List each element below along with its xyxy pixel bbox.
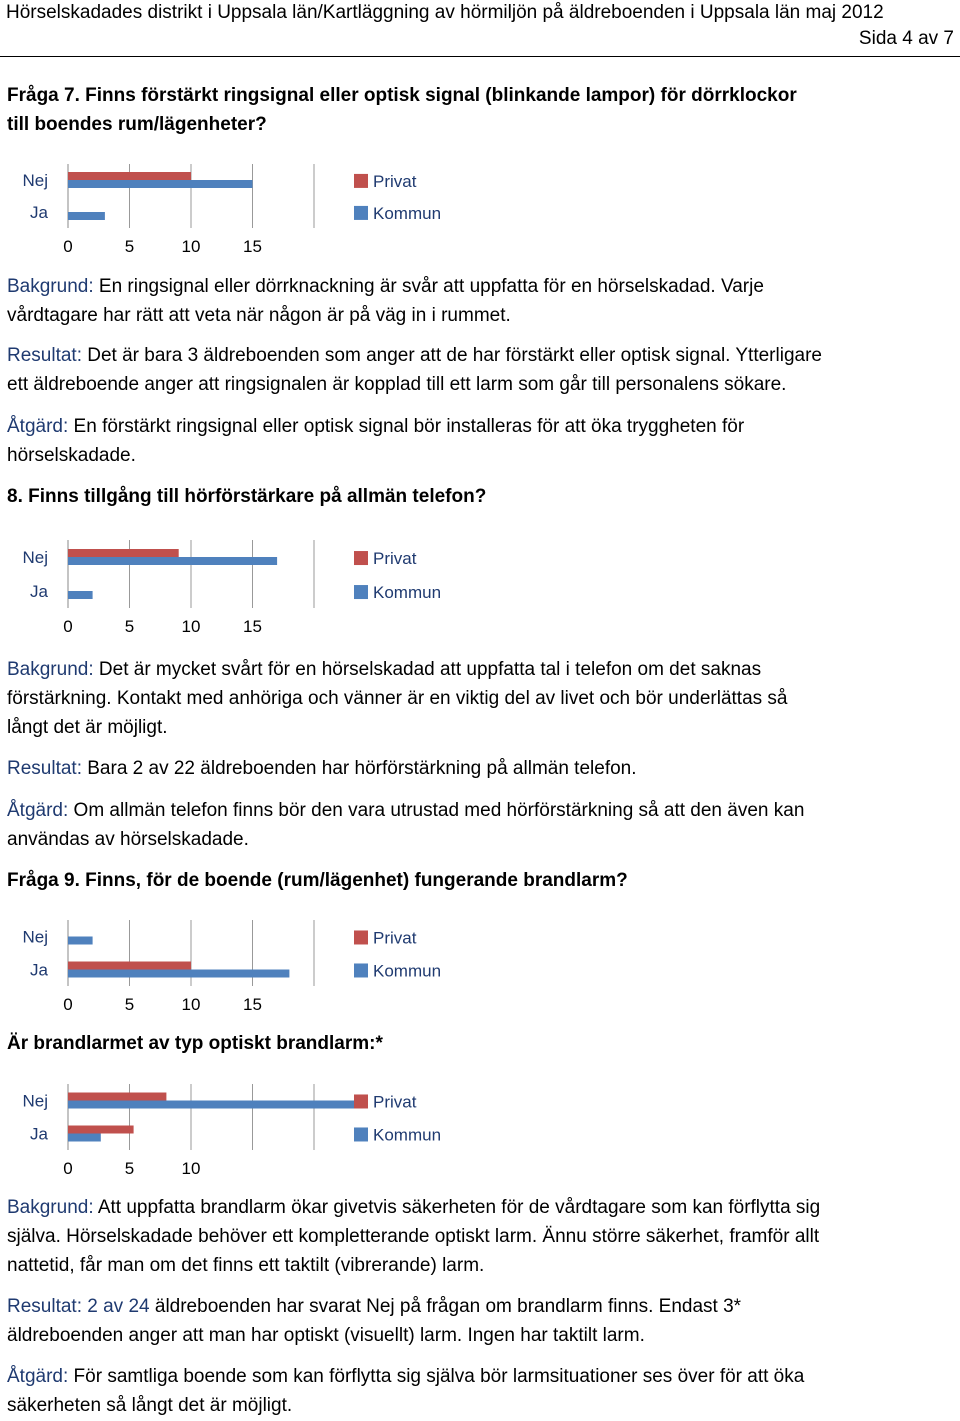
bar-privat: [68, 962, 191, 970]
chart-svg: [0, 1080, 460, 1182]
chart-svg: [0, 916, 460, 1018]
bar-kommun: [68, 557, 277, 565]
x-tick-label: 5: [124, 995, 135, 1014]
legend-label: Privat: [373, 1092, 417, 1112]
legend-label: Privat: [373, 549, 417, 569]
bar-privat: [68, 549, 179, 557]
q7-resultat: Resultat: Det är bara 3 äldreboenden som anger att de har förstärkt eller optisk signal. Ytterligare ett äldreboende anger att ringsignalen är kopplad till ett larm som går till personalens sökare.: [7, 345, 822, 395]
chart-q7: [0, 160, 460, 260]
bar-privat: [68, 172, 191, 180]
q7-atgard: Åtgärd: En förstärkt ringsignal eller optisk signal bör installeras för att öka tryggheten för hörselskadade.: [7, 416, 745, 466]
legend-swatch-privat: [354, 930, 368, 944]
resultat-label: Resultat:: [7, 345, 82, 366]
x-tick-label: 0: [63, 617, 73, 636]
bar-privat: [68, 1093, 166, 1101]
q8-title: 8. Finns tillgång till hörförstärkare på allmän telefon?: [7, 486, 487, 507]
atgard-label: Åtgärd:: [7, 800, 69, 821]
page-number: Sida 4 av 7: [858, 28, 954, 49]
bar-privat: [68, 1126, 134, 1134]
q9-bakgrund: Bakgrund: Att uppfatta brandlarm ökar givetvis säkerheten för de vårdtagare som kan förflytta sig själva. Hörselskadade behöver ett kompletterande optiskt larm. Ännu större säkerhet, framför allt nattetid, får man om det finns ett taktilt (vibrerande) larm.: [7, 1197, 821, 1276]
legend-label: Kommun: [373, 961, 442, 981]
bar-kommun: [68, 180, 253, 188]
legend-swatch-kommun: [354, 1127, 368, 1141]
q8-resultat: Resultat: Bara 2 av 22 äldreboenden har hörförstärkning på allmän telefon.: [7, 758, 637, 779]
legend-swatch-kommun: [354, 585, 368, 599]
chart-q9: [0, 916, 460, 1018]
resultat-label: Resultat:: [7, 758, 82, 779]
bar-kommun: [68, 1101, 363, 1109]
category-label: Nej: [22, 1091, 48, 1111]
legend-swatch-privat: [354, 174, 368, 188]
x-tick-label: 5: [124, 1159, 135, 1178]
category-label: Ja: [30, 582, 48, 601]
bar-kommun: [68, 970, 289, 978]
bar-kommun: [68, 1134, 101, 1142]
resultat-label: Resultat: 2 av 24: [7, 1296, 150, 1317]
legend-swatch-kommun: [354, 963, 368, 977]
legend-label: Privat: [373, 928, 417, 948]
x-tick-label: 10: [181, 617, 201, 636]
x-tick-label: 10: [181, 995, 201, 1014]
q8-bakgrund: Bakgrund: Det är mycket svårt för en hörselskadad att uppfatta tal i telefon om det saknas förstärkning. Kontakt med anhöriga och vänner är en viktig del av livet och bör underlättas så långt det är möjligt.: [7, 659, 788, 738]
legend-label: Privat: [373, 171, 417, 191]
bar-kommun: [68, 591, 93, 599]
q7-title: Fråga 7. Finns förstärkt ringsignal eller optisk signal (blinkande lampor) för dörrklockor till boendes rum/lägenheter?: [7, 85, 797, 135]
header-title: Hörselskadades distrikt i Uppsala län/Kartläggning av hörmiljön på äldreboenden i Uppsala län maj 2012: [6, 2, 884, 23]
bakgrund-label: Bakgrund:: [7, 1197, 94, 1218]
category-label: Nej: [22, 927, 48, 947]
x-tick-label: 5: [124, 237, 135, 256]
atgard-label: Åtgärd:: [7, 416, 69, 437]
q9-resultat: Resultat: 2 av 24 äldreboenden har svarat Nej på frågan om brandlarm finns. Endast 3* äldreboenden anger att man har optiskt (visuellt) larm. Ingen har taktilt larm.: [7, 1296, 742, 1346]
x-tick-label: 0: [63, 995, 73, 1014]
category-label: Ja: [30, 960, 48, 980]
legend-label: Kommun: [373, 1125, 442, 1145]
legend-swatch-privat: [354, 1094, 368, 1108]
x-tick-label: 5: [124, 617, 135, 636]
x-tick-label: 15: [243, 237, 262, 256]
legend-label: Kommun: [373, 203, 442, 223]
category-label: Ja: [30, 203, 48, 222]
chart-q8: [0, 536, 460, 640]
x-tick-label: 10: [181, 237, 201, 256]
q7-bakgrund: Bakgrund: En ringsignal eller dörrknackning är svår att uppfatta för en hörselskadad. Varje vårdtagare har rätt att veta när någon är på väg in i rummet.: [7, 276, 764, 326]
chart-q9b: [0, 1080, 460, 1182]
q8-atgard: Åtgärd: Om allmän telefon finns bör den vara utrustad med hörförstärkning så att den även kan användas av hörselskadade.: [7, 800, 805, 850]
bakgrund-label: Bakgrund:: [7, 276, 94, 297]
chart-svg: [0, 536, 460, 640]
x-tick-label: 10: [181, 1159, 201, 1178]
legend-label: Kommun: [373, 583, 442, 603]
x-tick-label: 0: [63, 237, 73, 256]
x-tick-label: 15: [243, 617, 262, 636]
x-tick-label: 0: [63, 1159, 73, 1178]
atgard-label: Åtgärd:: [7, 1366, 69, 1387]
bar-kommun: [68, 937, 93, 945]
q9-atgard: Åtgärd: För samtliga boende som kan förflytta sig själva bör larmsituationer ses över för att öka säkerheten så långt det är möjligt.: [7, 1366, 805, 1416]
category-label: Nej: [22, 548, 48, 567]
page-header: [0, 0, 960, 57]
chart-svg: [0, 160, 460, 260]
legend-swatch-kommun: [354, 206, 368, 220]
bakgrund-label: Bakgrund:: [7, 659, 94, 680]
x-tick-label: 15: [243, 995, 262, 1014]
bar-kommun: [68, 212, 105, 220]
q9-title: Fråga 9. Finns, för de boende (rum/lägenhet) fungerande brandlarm?: [7, 870, 628, 891]
q9-subtitle: Är brandlarmet av typ optiskt brandlarm:*: [7, 1033, 383, 1054]
legend-swatch-privat: [354, 551, 368, 565]
category-label: Ja: [30, 1124, 48, 1144]
category-label: Nej: [22, 171, 48, 190]
